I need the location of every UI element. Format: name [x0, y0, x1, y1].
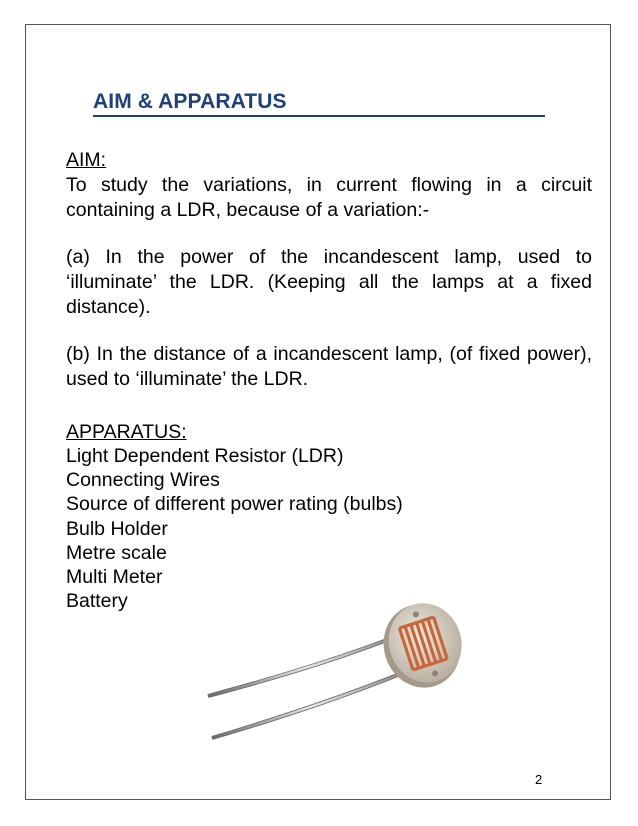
apparatus-item: Light Dependent Resistor (LDR) — [66, 445, 344, 467]
apparatus-list — [66, 444, 403, 613]
ldr-image — [200, 600, 470, 750]
page-number: 2 — [535, 772, 543, 787]
variation-b: (b) In the distance of a incandescent lamp, (of fixed power), used to ‘illuminate’ the LDR. — [66, 343, 592, 390]
variation-a: (a) In the power of the incandescent lamp, used to ‘illuminate’ the LDR. (Keeping all the lamps at a fixed distance). — [66, 246, 592, 318]
ldr-disc — [373, 600, 470, 698]
apparatus-item: Multi Meter — [66, 566, 163, 589]
aim-text: To study the variations, in current flowing in a circuit containing a LDR, because of a variation:- — [66, 174, 592, 221]
apparatus-item: Battery — [66, 590, 128, 613]
apparatus-item: Connecting Wires — [66, 469, 220, 492]
apparatus-label: APPARATUS: — [66, 421, 187, 443]
apparatus-item: Metre scale — [66, 541, 167, 564]
apparatus-item: Source of different power rating (bulbs) — [66, 493, 403, 516]
aim-label: AIM: — [66, 149, 107, 171]
page-heading — [93, 90, 545, 117]
heading-text: AIM & APPARATUS — [93, 90, 287, 113]
apparatus-item: Bulb Holder — [66, 517, 168, 540]
ldr-leads — [208, 638, 400, 738]
